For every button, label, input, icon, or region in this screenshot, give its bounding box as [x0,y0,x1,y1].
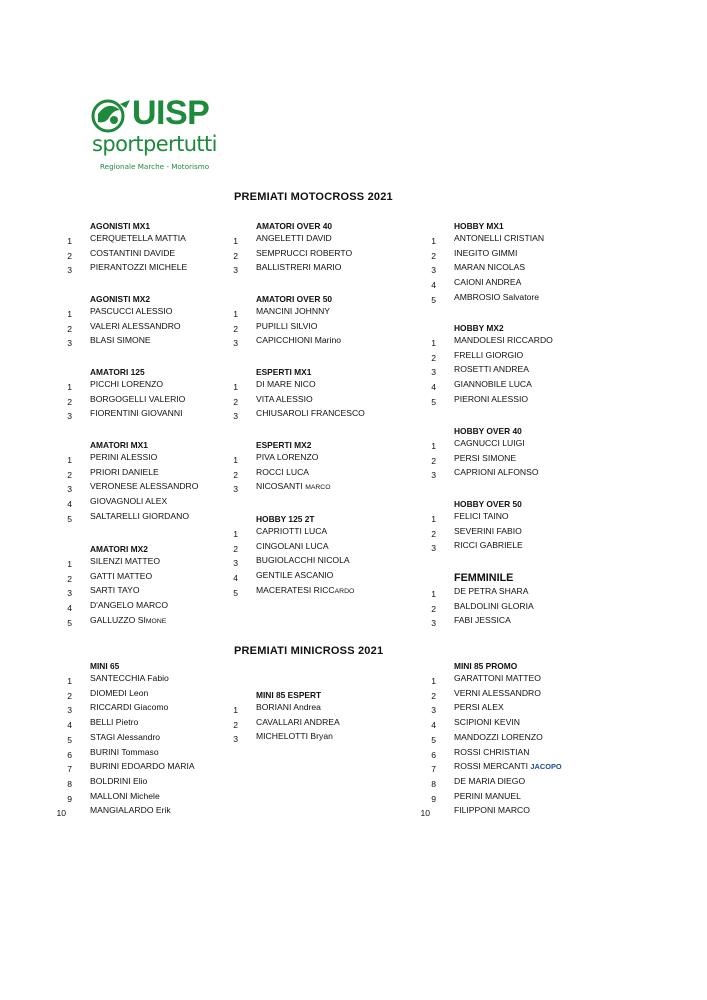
rider-name: SALTARELLI GIORDANO [90,510,190,521]
rider-name: DE MARIA DIEGO [454,775,526,786]
position-number: 3 [431,470,436,481]
category-title: HOBBY MX2 [454,323,504,333]
position-number: 3 [67,588,72,599]
position-number: 1 [431,441,436,451]
position-number: 3 [67,484,72,495]
category-title: HOBBY OVER 40 [454,426,522,436]
rider-name: VALERI ALESSANDRO [90,320,181,331]
rider-name: FILIPPONI MARCO [454,805,530,816]
position-number: 2 [233,323,238,334]
position-number: 4 [67,720,72,731]
rider-name: INEGITO GIMMI [454,247,518,258]
position-number: 4 [233,573,238,584]
position-number: 2 [233,469,238,480]
position-number: 3 [431,367,436,378]
rider-name: COSTANTINI DAVIDE [90,247,176,258]
rider-name: VERNI ALESSANDRO [454,687,541,698]
position-number: 5 [67,734,72,745]
position-number: 3 [233,484,238,495]
brand-subtitle: Regionale Marche - Motorismo [100,162,210,171]
position-number: 4 [431,280,436,291]
position-number: 2 [67,396,72,407]
position-number: 5 [431,294,436,305]
category-title: MINI 65 [90,661,120,671]
position-number: 3 [233,558,238,569]
rider-name: BELLI Pietro [90,717,139,728]
rider-name: BURINI Tommaso [90,746,159,757]
rider-name: CHIUSAROLI FRANCESCO [256,408,365,419]
category-title: AGONISTI MX1 [90,221,151,231]
position-number: 2 [233,396,238,407]
category-title: AGONISTI MX2 [90,294,151,304]
position-number: 1 [67,676,72,686]
rider-name: NICOSANTI MARCO [256,481,331,492]
rider-name: FABI JESSICA [454,615,511,626]
position-number: 6 [431,749,436,760]
rider-name: MALLONI Michele [90,790,160,801]
rider-name-suffix: ARDO [334,587,355,595]
position-number: 9 [431,793,436,804]
position-number: 3 [67,265,72,276]
position-number: 3 [233,338,238,349]
rider-name: BLASI SIMONE [90,335,151,346]
position-number: 8 [67,778,72,789]
position-number: 5 [431,734,436,745]
rider-name: DIOMEDI Leon [90,687,149,698]
position-number: 4 [431,720,436,731]
position-number: 2 [233,719,238,730]
category-title: AMATORI 125 [90,367,145,377]
rider-name: SILENZI MATTEO [90,556,161,566]
position-number: 4 [67,499,72,510]
minicross-title: PREMIATI MINICROSS 2021 [234,645,384,657]
rider-name: RICCI GABRIELE [454,540,523,551]
position-number: 1 [431,338,436,348]
position-number: 3 [67,411,72,422]
position-number: 2 [431,690,436,701]
category-title: HOBBY 125 2T [256,514,315,524]
position-number: 1 [431,236,436,246]
position-number: 5 [67,513,72,524]
rider-name: CAIONI ANDREA [454,277,522,288]
rider-name: CAPRIONI ALFONSO [454,467,539,478]
position-number: 10 [56,808,66,819]
rider-name: CAVALLARI ANDREA [256,716,340,727]
position-number: 2 [431,455,436,466]
rider-name: ANGELETTI DAVID [256,233,332,243]
rider-name: BOLDRINI Elio [90,775,148,786]
rider-name: BORGOGELLI VALERIO [90,393,186,404]
position-number: 3 [431,618,436,629]
category-title: HOBBY OVER 50 [454,499,522,509]
rider-name: PIERANTOZZI MICHELE [90,262,188,273]
rider-name: CINGOLANI LUCA [256,540,329,551]
position-number: 8 [431,778,436,789]
rider-name: PERINI ALESSIO [90,452,158,462]
rider-name: VITA ALESSIO [256,393,313,404]
rider-name: ROCCI LUCA [256,466,310,477]
rider-name: DE PETRA SHARA [454,586,529,596]
rider-name: MANGIALARDO Erik [90,805,171,816]
position-number: 2 [431,250,436,261]
rider-name: VERONESE ALESSANDRO [90,481,199,492]
position-number: 5 [431,396,436,407]
motocross-title: PREMIATI MOTOCROSS 2021 [234,191,393,203]
position-number: 1 [67,455,72,465]
uisp-logo [90,96,240,180]
brand-name: UISP [132,94,210,132]
rider-name: MANCINI JOHNNY [256,306,331,316]
position-number: 2 [67,573,72,584]
position-number: 5 [67,617,72,628]
rider-name: CAGNUCCI LUIGI [454,438,525,448]
rider-name: PERINI MANUEL [454,790,521,801]
brand-tagline: sportpertutti [92,132,217,156]
position-number: 7 [67,764,72,775]
category-title: AMATORI MX1 [90,440,148,450]
position-number: 2 [67,323,72,334]
rider-name-suffix: MONE [145,617,167,625]
position-number: 1 [431,589,436,599]
rider-name: MACERATESI RICCARDO [256,584,355,595]
rider-name: ROSSI MERCANTI JACOPO [454,761,562,772]
rider-name: PERSI SIMONE [454,452,517,463]
rider-name: ROSETTI ANDREA [454,364,529,375]
uisp-emblem-icon [90,96,134,136]
rider-name: FELICI TAINO [454,511,509,521]
rider-name: GATTI MATTEO [90,570,153,581]
category-title: ESPERTI MX2 [256,440,312,450]
position-number: 1 [233,455,238,465]
rider-name: FRELLI GIORGIO [454,349,524,360]
position-number: 1 [67,559,72,569]
position-number: 2 [431,603,436,614]
position-number: 3 [431,543,436,554]
position-number: 1 [233,236,238,246]
rider-name: MICHELOTTI Bryan [256,731,333,742]
rider-name: GARATTONI MATTEO [454,673,541,683]
position-number: 3 [233,411,238,422]
position-number: 1 [233,309,238,319]
position-number: 1 [431,514,436,524]
rider-name: SEMPRUCCI ROBERTO [256,247,353,258]
rider-name: BALDOLINI GLORIA [454,600,534,611]
rider-name: STAGI Alessandro [90,731,161,742]
rider-name: MANDOLESI RICCARDO [454,335,553,345]
position-number: 1 [233,705,238,715]
rider-name: RICCARDI Giacomo [90,702,169,713]
position-number: 1 [67,309,72,319]
rider-name: MARAN NICOLAS [454,262,526,273]
position-number: 9 [67,793,72,804]
rider-name: PICCHI LORENZO [90,379,164,389]
position-number: 1 [233,529,238,539]
rider-name-suffix: JACOPO [530,762,562,772]
rider-name: MANDOZZI LORENZO [454,731,543,742]
position-number: 4 [431,382,436,393]
rider-name: BURINI EDOARDO MARIA [90,761,195,772]
rider-name: FIORENTINI GIOVANNI [90,408,183,419]
rider-name: BORIANI Andrea [256,702,321,712]
position-number: 3 [233,734,238,745]
position-number: 10 [420,808,430,819]
position-number: 3 [431,265,436,276]
rider-name: SANTECCHIA Fabio [90,673,169,683]
rider-name: CAPICCHIONI Marino [256,335,341,346]
position-number: 2 [233,543,238,554]
rider-name: PIVA LORENZO [256,452,319,462]
position-number: 2 [233,250,238,261]
rider-name: PERSI ALEX [454,702,504,713]
position-number: 1 [233,382,238,392]
position-number: 1 [431,676,436,686]
rider-name: D'ANGELO MARCO [90,600,169,611]
rider-name: GIANNOBILE LUCA [454,379,532,390]
rider-name: PIERONI ALESSIO [454,393,529,404]
position-number: 3 [67,705,72,716]
position-number: 2 [67,250,72,261]
rider-name: AMBROSIO Salvatore [454,291,540,302]
position-number: 3 [233,265,238,276]
category-title: AMATORI OVER 40 [256,221,333,231]
rider-name: CAPRIOTTI LUCA [256,526,328,536]
rider-name: ANTONELLI CRISTIAN [454,233,545,243]
rider-name: GALLUZZO SIMONE [90,614,167,625]
category-title: HOBBY MX1 [454,221,504,231]
category-title: FEMMINILE [454,572,514,584]
position-number: 1 [67,236,72,246]
rider-name: DI MARE NICO [256,379,316,389]
category-title: AMATORI MX2 [90,544,148,554]
position-number: 2 [431,352,436,363]
rider-name: SCIPIONI KEVIN [454,717,520,728]
rider-name: GIOVAGNOLI ALEX [90,496,168,507]
rider-name: SARTI TAYO [90,585,140,596]
category-title: MINI 85 PROMO [454,661,518,671]
position-number: 5 [233,587,238,598]
position-number: 2 [67,690,72,701]
rider-name: SEVERINI FABIO [454,525,522,536]
rider-name: CERQUETELLA MATTIA [90,233,186,243]
position-number: 3 [67,338,72,349]
rider-name-suffix: MARCO [305,484,331,492]
rider-name: ROSSI CHRISTIAN [454,746,530,757]
rider-name: BALLISTRERI MARIO [256,262,342,273]
position-number: 4 [67,603,72,614]
position-number: 3 [431,705,436,716]
position-number: 2 [431,528,436,539]
rider-name: PRIORI DANIELE [90,466,159,477]
category-title: MINI 85 ESPERT [256,690,322,700]
rider-name: BUGIOLACCHI NICOLA [256,555,350,566]
position-number: 6 [67,749,72,760]
position-number: 2 [67,469,72,480]
rider-name: GENTILE ASCANIO [256,570,334,581]
position-number: 1 [67,382,72,392]
rider-name: PASCUCCI ALESSIO [90,306,173,316]
category-title: ESPERTI MX1 [256,367,312,377]
rider-name: PUPILLI SILVIO [256,320,318,331]
category-title: AMATORI OVER 50 [256,294,333,304]
position-number: 7 [431,764,436,775]
